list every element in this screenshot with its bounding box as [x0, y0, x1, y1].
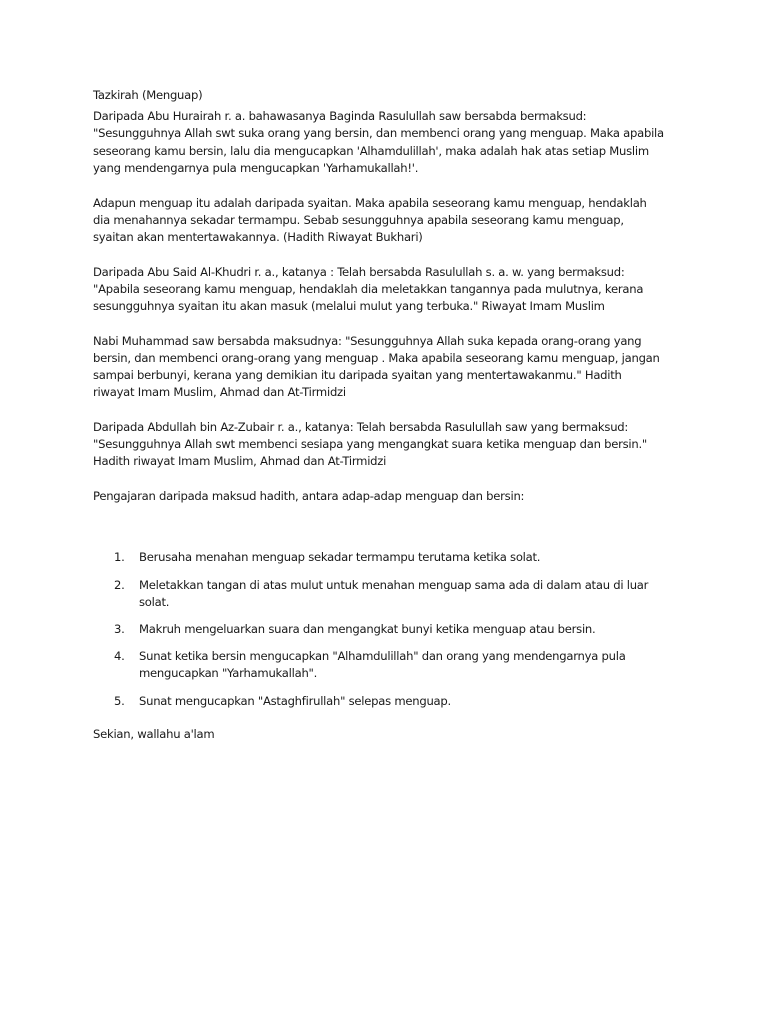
- paragraph-line: Adapun menguap itu adalah daripada syaitan. Maka apabila seseorang kamu menguap, hendaklah: [93, 195, 647, 210]
- paragraph-line: "Sesungguhnya Allah swt membenci sesiapa yang mengangkat suara ketika menguap dan bersin.": [93, 437, 647, 452]
- paragraph-line: Daripada Abu Hurairah r. a. bahawasanya Baginda Rasulullah saw bersabda bermaksud:: [93, 109, 587, 124]
- paragraph-line: sesungguhnya syaitan itu akan masuk (melalui mulut yang terbuka." Riwayat Imam Muslim: [93, 299, 605, 314]
- paragraph-line: Daripada Abdullah bin Az-Zubair r. a., katanya: Telah bersabda Rasulullah saw yang bermaksud:: [93, 420, 629, 435]
- document-title: Tazkirah (Menguap): [93, 88, 203, 102]
- paragraph-line: bersin, dan membenci orang-orang yang menguap . Maka apabila seseorang kamu menguap, jangan: [93, 350, 660, 365]
- list-item-line: Sunat ketika bersin mengucapkan "Alhamdulillah" dan orang yang mendengarnya pula: [139, 649, 626, 664]
- paragraph-line: dia menahannya sekadar termampu. Sebab sesungguhnya apabila seseorang kamu menguap,: [93, 212, 624, 227]
- paragraph-nabi-muhammad: [93, 333, 683, 402]
- paragraph-abdullah-zubair: [93, 419, 683, 471]
- list-item-line: solat.: [139, 594, 170, 609]
- paragraph-line: "Sesungguhnya Allah swt suka orang yang bersin, dan membenci orang yang menguap. Maka apabila: [93, 126, 664, 141]
- list-item: [93, 621, 683, 638]
- list-item: [93, 693, 683, 710]
- list-item-line: mengucapkan "Yarhamukallah".: [139, 666, 318, 681]
- list-number: 3.: [114, 621, 125, 636]
- list-number: 2.: [114, 577, 125, 592]
- paragraph-line: Pengajaran daripada maksud hadith, antara adap-adap menguap dan bersin:: [93, 489, 525, 504]
- list-item-line: Sunat mengucapkan "Astaghfirullah" selepas menguap.: [139, 693, 451, 708]
- paragraph-line: "Apabila seseorang kamu menguap, hendaklah dia meletakkan tangannya pada mulutnya, kerana: [93, 281, 644, 296]
- paragraph-syaitan: [93, 195, 683, 247]
- paragraph-line: Hadith riwayat Imam Muslim, Ahmad dan At-Tirmidzi: [93, 454, 387, 469]
- paragraph-line: seseorang kamu bersin, lalu dia mengucapkan 'Alhamdulillah', maka adalah hak atas setiap Muslim: [93, 143, 649, 158]
- paragraph-line: sampai berbunyi, kerana yang demikian itu daripada syaitan yang mentertawakanmu." Hadith: [93, 368, 622, 383]
- paragraph-line: Daripada Abu Said Al-Khudri r. a., katanya : Telah bersabda Rasulullah s. a. w. yang bermaksud:: [93, 264, 625, 279]
- list-number: 5.: [114, 693, 125, 708]
- paragraph-abu-said: [93, 264, 683, 316]
- closing-remark: Sekian, wallahu a'lam: [93, 726, 215, 741]
- list-number: 1.: [114, 550, 125, 565]
- paragraph-line: riwayat Imam Muslim, Ahmad dan At-Tirmidzi: [93, 385, 346, 400]
- list-number: 4.: [114, 649, 125, 664]
- list-item-line: Meletakkan tangan di atas mulut untuk menahan menguap sama ada di dalam atau di luar: [139, 577, 649, 592]
- paragraph-line: syaitan akan mentertawakannya. (Hadith Riwayat Bukhari): [93, 229, 423, 244]
- list-item-line: Makruh mengeluarkan suara dan mengangkat bunyi ketika menguap atau bersin.: [139, 621, 596, 636]
- paragraph-pengajaran: [93, 488, 683, 505]
- paragraph-line: yang mendengarnya pula mengucapkan 'Yarhamukallah!'.: [93, 160, 419, 175]
- list-item: [93, 648, 683, 682]
- lessons-list: [93, 549, 683, 709]
- paragraph-line: Nabi Muhammad saw bersabda maksudnya: "Sesungguhnya Allah suka kepada orang-orang yang: [93, 333, 642, 348]
- list-item-line: Berusaha menahan menguap sekadar termampu terutama ketika solat.: [139, 550, 541, 565]
- paragraph-abu-hurairah: [93, 108, 683, 177]
- list-item: [93, 549, 683, 566]
- document-page: [93, 87, 683, 743]
- list-item: [93, 577, 683, 611]
